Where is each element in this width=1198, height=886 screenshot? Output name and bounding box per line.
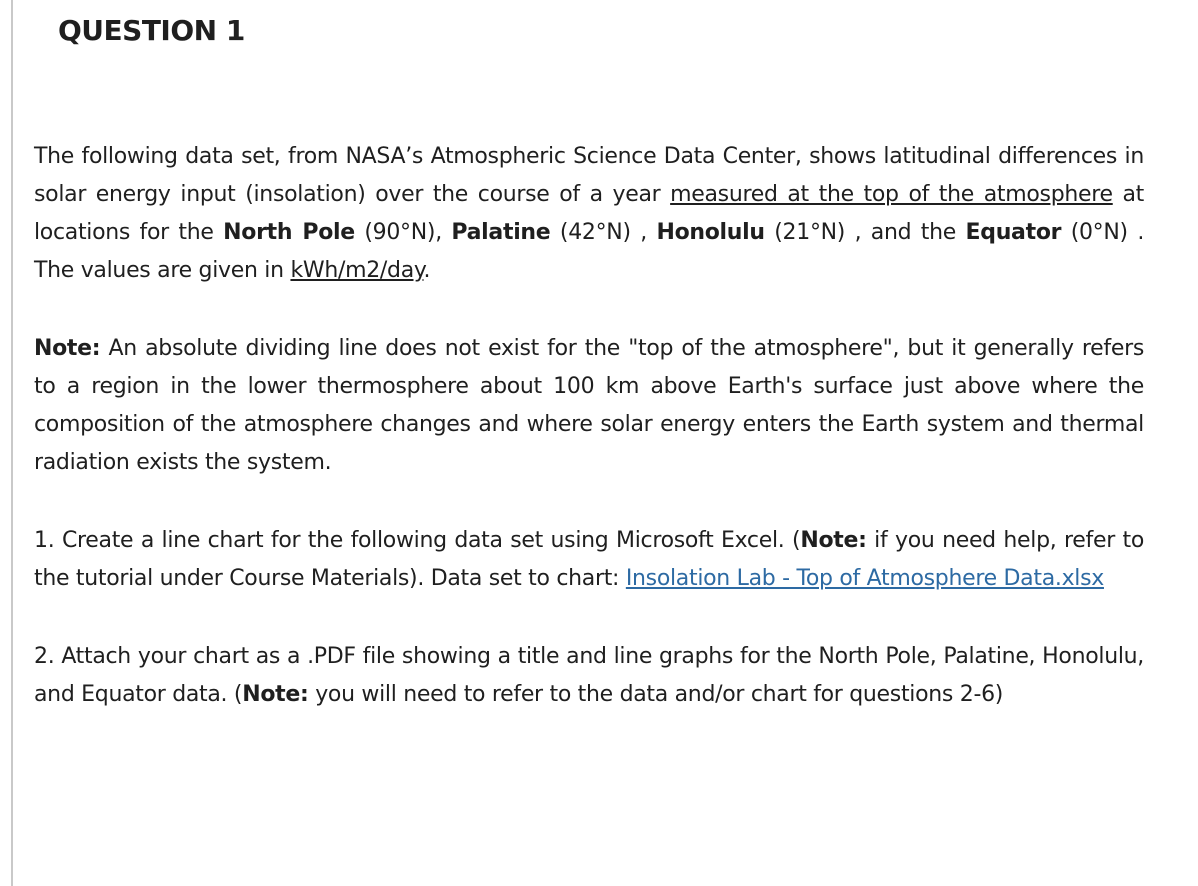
step-1-note-label: Note: [800, 528, 867, 553]
units-underline: kWh/m2/day [290, 258, 424, 283]
step-2-paragraph: 2. Attach your chart as a .PDF file showing a title and line graphs for the North Pole, Palatine, Honolulu, and Equator data. (Note: you will need to refer to the data and/or chart for questions 2-6) [34, 644, 1144, 707]
step-2-note-label: Note: [242, 682, 309, 707]
location-palatine: Palatine [451, 220, 551, 245]
question-title: QUESTION 1 [58, 14, 245, 47]
note-paragraph: Note: An absolute dividing line does not exist for the "top of the atmosphere", but it generally refers to a region in the lower thermosphere about 100 km above Earth's surface just above where the composition of the atmosphere changes and where solar energy enters the Earth system and thermal radiation exists the system. [34, 336, 1144, 475]
location-north-pole: North Pole [223, 220, 355, 245]
question-content [34, 138, 1144, 754]
left-border [11, 0, 13, 886]
data-file-link[interactable]: Insolation Lab - Top of Atmosphere Data.xlsx [625, 566, 1104, 591]
location-honolulu: Honolulu [656, 220, 765, 245]
note-label: Note: [34, 336, 101, 361]
intro-paragraph: The following data set, from NASA’s Atmospheric Science Data Center, shows latitudinal differences in solar energy input (insolation) over the course of a year measured at the top of the atmosphere at locations for the North Pole (90°N), Palatine (42°N) , Honolulu (21°N) , and the Equator (0°N) . The values are given in kWh/m2/day. [34, 144, 1145, 283]
top-of-atmosphere-underline: measured at the top of the atmosphere [670, 182, 1113, 207]
step-1-paragraph: 1. Create a line chart for the following data set using Microsoft Excel. (Note: if you need help, refer to the tutorial under Course Materials). Data set to chart: Insolation Lab - Top of Atmosphere Data.xlsx [34, 528, 1144, 591]
location-equator: Equator [965, 220, 1062, 245]
